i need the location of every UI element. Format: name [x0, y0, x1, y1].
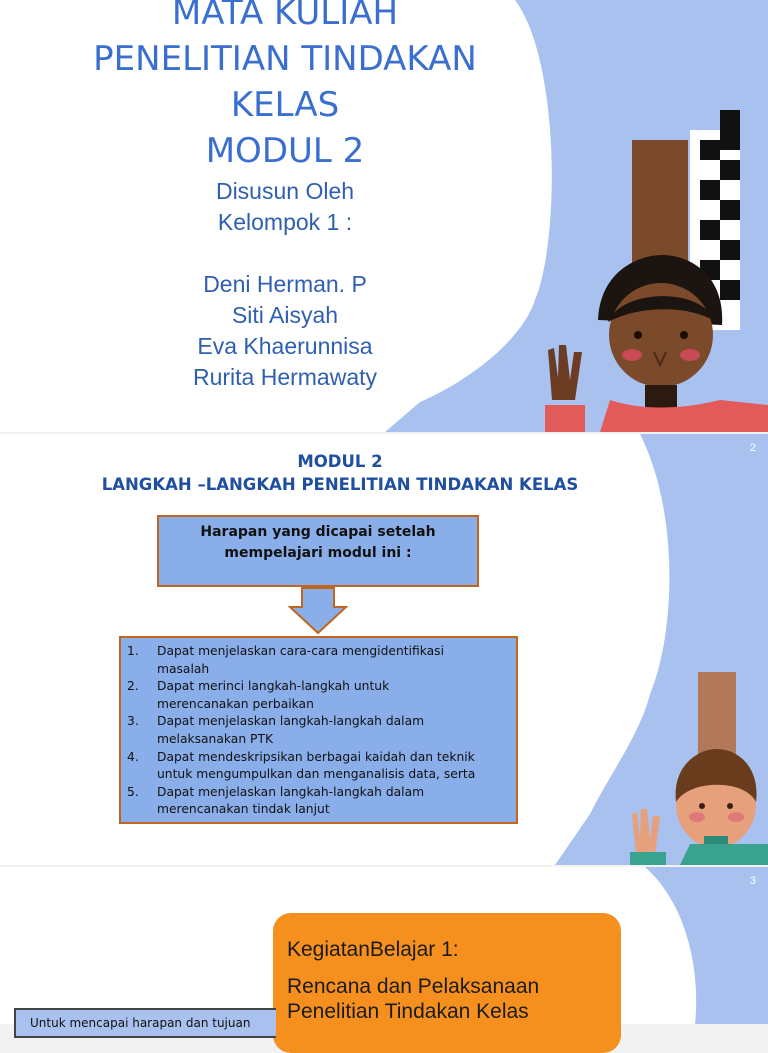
list-line: Dapat mendeskripsikan berbagai kaidah dan teknik [157, 749, 475, 764]
slide-2 [0, 434, 768, 865]
list-number: 2. [127, 679, 139, 694]
page-number: 3 [749, 875, 756, 887]
module-label: MODUL 2 [297, 452, 383, 471]
module-title: LANGKAH –LANGKAH PENELITIAN TINDAKAN KELAS [101, 475, 579, 494]
presentation-title [40, 0, 530, 171]
slide-3 [0, 867, 768, 1030]
activity-title-line: Rencana dan Pelaksanaan [287, 975, 540, 998]
list-item [127, 784, 510, 819]
objective-box [157, 515, 479, 587]
list-number: 5. [127, 784, 139, 799]
list-line: melaksanakan PTK [157, 731, 274, 746]
list-line: merencanakan perbaikan [157, 696, 314, 711]
activity-box [273, 913, 621, 1053]
objective-box-line: Harapan yang dicapai setelah [200, 524, 436, 540]
module-heading [20, 450, 660, 496]
list-item [127, 713, 510, 748]
author-block [130, 176, 440, 393]
group-label: Kelompok 1 : [217, 209, 353, 235]
note-box: Untuk mencapai harapan dan tujuan [14, 1008, 276, 1038]
member-name: Rurita Hermawaty [192, 364, 378, 390]
down-arrow-icon [288, 587, 348, 635]
boy-waving-illustration [630, 672, 768, 865]
activity-title-line: Penelitian Tindakan Kelas [287, 1000, 529, 1023]
slide-1 [0, 0, 768, 432]
objective-box-line: mempelajari modul ini : [224, 545, 412, 561]
list-line: masalah [157, 661, 210, 676]
list-line: Dapat merinci langkah-langkah untuk [157, 679, 390, 694]
list-line: Dapat menjelaskan langkah-langkah dalam [157, 784, 425, 799]
list-number: 4. [127, 749, 139, 764]
title-line: KELAS [230, 85, 340, 125]
list-line: Dapat menjelaskan cara-cara mengidentifikasi [157, 644, 444, 658]
list-item [127, 678, 510, 713]
list-line: merencanakan tindak lanjut [157, 802, 330, 817]
title-line: PENELITIAN TINDAKAN [93, 39, 477, 79]
list-number: 1. [127, 644, 139, 658]
list-item [127, 749, 510, 784]
list-line: untuk mengumpulkan dan menganalisis data, serta [157, 767, 476, 782]
title-line: MODUL 2 [205, 131, 365, 171]
member-name: Eva Khaerunnisa [197, 333, 373, 359]
page-number: 2 [749, 442, 756, 454]
activity-label: KegiatanBelajar 1: [287, 938, 459, 961]
member-name: Siti Aisyah [231, 302, 339, 328]
member-name: Deni Herman. P [203, 271, 367, 297]
title-line: MATA KULIAH [171, 0, 399, 33]
list-number: 3. [127, 714, 139, 729]
list-line: Dapat menjelaskan langkah-langkah dalam [157, 714, 425, 729]
list-item [127, 643, 510, 678]
author-heading: Disusun Oleh [215, 178, 355, 204]
objectives-list [119, 636, 518, 824]
